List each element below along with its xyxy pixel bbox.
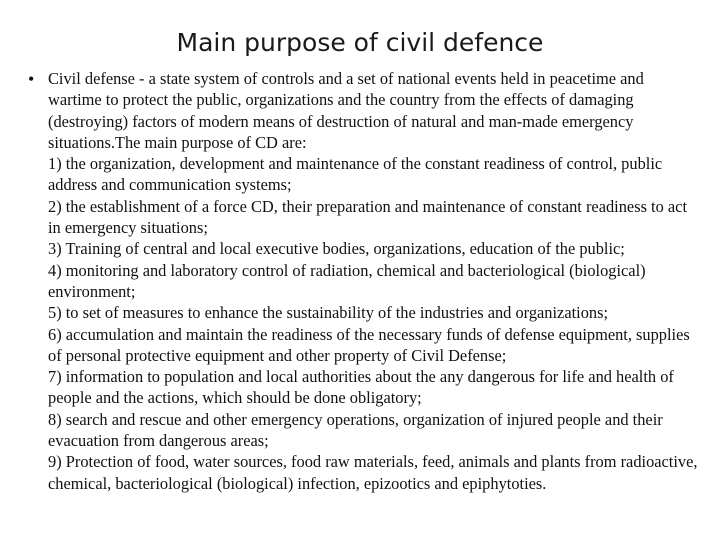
bullet-marker: • — [28, 69, 35, 89]
list-item-1: 1) the organization, development and maintenance of the constant readiness of control, public address and communication systems; — [48, 154, 663, 195]
bullet-body — [48, 68, 698, 494]
list-item-8: 8) search and rescue and other emergency operations, organization of injured people and their evacuation from dangerous areas; — [48, 409, 663, 451]
list-item-6: 6) accumulation and maintain the readiness of the necessary funds of defense equipment, supplies of personal protective equipment and other property of Civil Defense; — [48, 324, 690, 365]
slide-title: Main purpose of civil defence — [176, 28, 544, 57]
list-item-7: 7) information to population and local authorities about the any dangerous for life and health of people and the actions, which should be done obligatory; — [48, 367, 674, 408]
list-item-4: 4) monitoring and laboratory control of radiation, chemical and bacteriological (biological) environment; — [48, 260, 646, 301]
bullet-item — [28, 68, 698, 494]
slide-content — [28, 68, 698, 494]
list-item-5: 5) to set of measures to enhance the sustainability of the industries and organizations; — [48, 303, 609, 323]
intro-paragraph: Civil defense - a state system of controls and a set of national events held in peacetime and wartime to protect the public, organizations and the country from the effects of damaging (destroying) factors of modern means of destruction of natural and man-made emergency situations.The main purpose of CD are: — [48, 69, 644, 152]
list-item-3: 3) Training of central and local executive bodies, organizations, education of the public; — [48, 239, 625, 259]
list-item-2: 2) the establishment of a force CD, their preparation and maintenance of constant readiness to act in emergency situations; — [48, 196, 687, 238]
list-item-9: 9) Protection of food, water sources, food raw materials, feed, animals and plants from radioactive, chemical, bacteriological (biological) infection, epizootics and epiphytoties. — [48, 452, 698, 493]
